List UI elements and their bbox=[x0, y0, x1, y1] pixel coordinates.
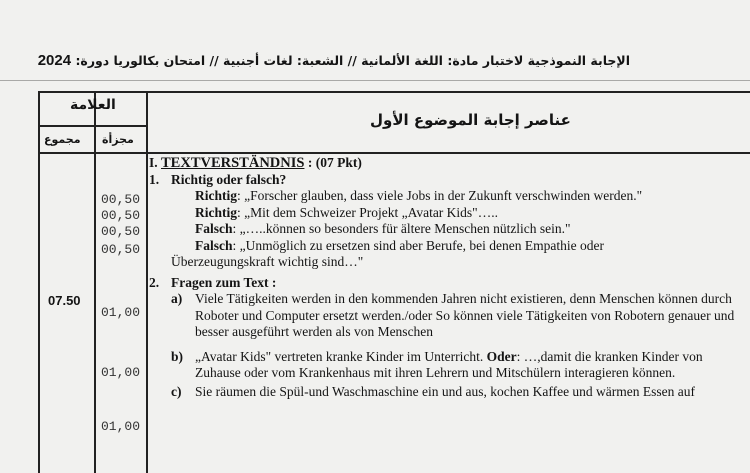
header-rule bbox=[0, 80, 750, 81]
sub-letter: a) bbox=[171, 291, 183, 306]
sub-answer-a bbox=[171, 291, 749, 341]
answer-continuation: Überzeugungskraft wichtig sind…" bbox=[171, 254, 364, 269]
partial-score: 00,50 bbox=[101, 208, 141, 223]
question-title: Richtig oder falsch? bbox=[171, 171, 287, 187]
answer-table bbox=[38, 91, 750, 473]
answer-text: : „Unmöglich zu ersetzen sind aber Berufe, bei denen Empathie oder bbox=[232, 237, 604, 253]
answer-line bbox=[149, 205, 749, 222]
header-year: 2024 bbox=[37, 52, 72, 69]
total-header: مجموع bbox=[44, 133, 81, 146]
partial-header: مجزأة bbox=[102, 133, 134, 146]
exam-header bbox=[38, 52, 630, 69]
answer-label: Falsch bbox=[195, 221, 233, 236]
sub-text-part: : …,damit die kranken Kinder von Zuhause oder vom Krankenhaus mit ihren Lehrern und Mitschülern interagieren können. bbox=[195, 348, 703, 380]
sub-text: Sie räumen die Spül-und Waschmaschine ein und aus, kochen Kaffee und wärmen Essen auf bbox=[195, 383, 696, 399]
answer-line bbox=[149, 188, 749, 205]
answer-content bbox=[149, 155, 749, 400]
section-title: TEXTVERSTÄNDNIS bbox=[161, 155, 305, 171]
elements-header: عناصر إجابة الموضوع الأول bbox=[370, 111, 571, 129]
header-divider bbox=[40, 125, 146, 127]
section-points: : (07 Pkt) bbox=[307, 155, 362, 170]
question-number: 2. bbox=[149, 274, 160, 290]
section-number: I. bbox=[149, 155, 158, 170]
sub-answer-c bbox=[171, 384, 749, 401]
partial-score: 00,50 bbox=[101, 242, 141, 257]
sub-answer-b bbox=[171, 349, 749, 382]
sub-text bbox=[195, 349, 749, 382]
answer-label: Falsch bbox=[195, 237, 233, 253]
answer-text: : „…..können so besonders für ältere Menschen nützlich sein." bbox=[232, 221, 571, 236]
section-heading bbox=[149, 155, 749, 172]
partial-score: 01,00 bbox=[101, 305, 141, 320]
column-divider bbox=[146, 93, 148, 473]
partial-score: 01,00 bbox=[101, 419, 141, 434]
partial-score: 00,50 bbox=[101, 224, 141, 239]
grade-header: العلامة bbox=[70, 97, 116, 113]
question-2 bbox=[149, 275, 749, 292]
answer-text: : „Mit dem Schweizer Projekt „Avatar Kids"….. bbox=[237, 204, 498, 220]
partial-score: 00,50 bbox=[101, 192, 141, 207]
answer-line bbox=[149, 221, 749, 238]
sub-text: Viele Tätigkeiten werden in den kommenden Jahren nicht existieren, denn Menschen können durch Roboter und Computer ersetzt werden./oder So können viele Tätigkeiten von Robotern genauer und besser ausgeführt werden als von Menschen bbox=[195, 291, 735, 339]
answer-label: Richtig bbox=[195, 204, 237, 220]
partial-score: 01,00 bbox=[101, 365, 141, 380]
header-bottom-rule bbox=[40, 152, 750, 154]
answer-line bbox=[149, 238, 749, 255]
oder-label: Oder bbox=[486, 348, 517, 364]
sub-letter: c) bbox=[171, 383, 182, 399]
column-divider bbox=[94, 93, 96, 473]
question-title: Fragen zum Text : bbox=[171, 274, 277, 290]
sub-text-part: „Avatar Kids" vertreten kranke Kinder im Unterricht. bbox=[195, 348, 484, 364]
question-1 bbox=[149, 172, 749, 189]
header-text: الإجابة النموذجية لاختبار مادة: اللغة الألمانية // الشعبة: لغات أجنبية // امتحان بكالوريا دورة: bbox=[75, 53, 630, 68]
sub-letter: b) bbox=[171, 348, 184, 364]
question-number: 1. bbox=[149, 171, 160, 187]
total-score: 07.50 bbox=[48, 293, 81, 308]
answer-text: : „Forscher glauben, dass viele Jobs in der Zukunft verschwinden werden." bbox=[237, 188, 643, 203]
answer-label: Richtig bbox=[195, 188, 237, 203]
